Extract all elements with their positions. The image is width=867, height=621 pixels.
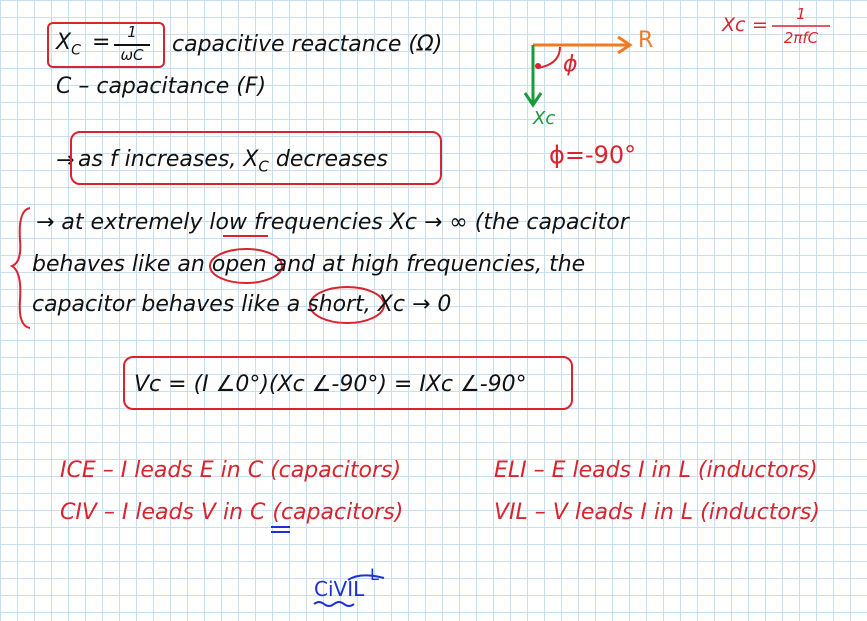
left-brace bbox=[12, 208, 30, 328]
freq-line-1: → at extremely low frequencies Xc → ∞ (the capacitor bbox=[36, 210, 629, 235]
corner-xc: Xc bbox=[722, 14, 746, 36]
equals-sign: = bbox=[92, 30, 111, 55]
freq-line-3: capacitor behaves like a short, Xc → 0 bbox=[32, 292, 452, 317]
reactance-description: capacitive reactance (Ω) bbox=[172, 32, 443, 57]
fraction-denominator: ωC bbox=[120, 46, 144, 64]
fraction-numerator: 1 bbox=[127, 23, 137, 41]
civil-squiggle bbox=[314, 602, 354, 606]
civil-word: CiVIL bbox=[314, 577, 365, 601]
voltage-equation: Vc = (I ∠0°)(Xc ∠-90°) = IXc ∠-90° bbox=[134, 372, 527, 397]
r-label: R bbox=[638, 28, 654, 53]
xc-symbol: $X_C$ bbox=[56, 30, 81, 59]
corner-denominator: 2πfC bbox=[783, 29, 819, 47]
corner-equals: = bbox=[752, 14, 768, 36]
corner-numerator: 1 bbox=[796, 5, 806, 23]
mnemonic-vil: VIL – V leads I in L (inductors) bbox=[494, 500, 820, 525]
civil-above: L bbox=[370, 565, 379, 584]
phi-arc bbox=[538, 47, 560, 68]
freq-line-2: behaves like an open and at high frequencies, the bbox=[32, 252, 586, 277]
mnemonic-ice: ICE – I leads E in C (capacitors) bbox=[60, 458, 402, 483]
phi-equation: ϕ=-90° bbox=[549, 141, 637, 169]
xc-phasor-label: Xc bbox=[533, 108, 556, 129]
increase-arrow: → bbox=[56, 148, 75, 173]
phi-dot bbox=[535, 63, 541, 69]
capacitance-line: C – capacitance (F) bbox=[56, 74, 267, 99]
mnemonic-civ: CIV – I leads V in C (capacitors) bbox=[60, 500, 404, 525]
increase-text: as f increases, $X_C$ decreases bbox=[78, 147, 388, 176]
mnemonic-eli: ELI – E leads I in L (inductors) bbox=[494, 458, 818, 483]
phi-symbol: ϕ bbox=[563, 52, 578, 77]
